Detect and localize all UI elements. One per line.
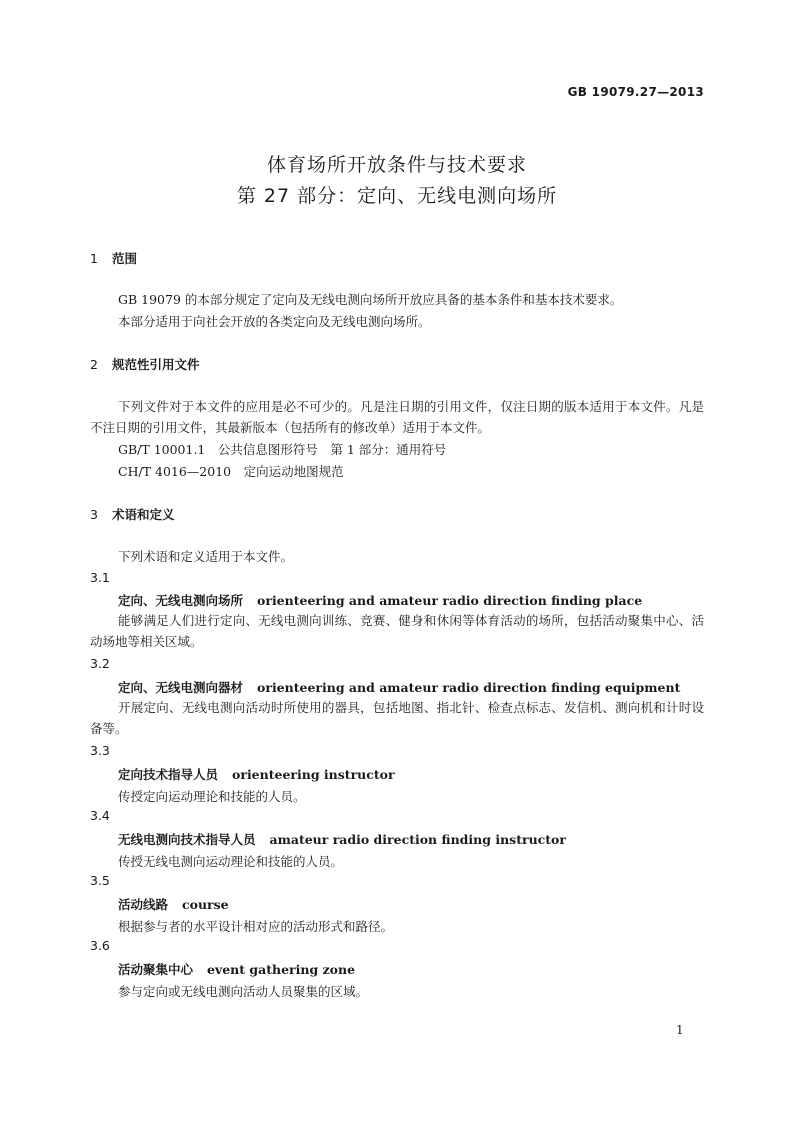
term-en: event gathering zone	[207, 962, 356, 977]
term-definition: 开展定向、无线电测向活动时所使用的器具，包括地图、指北针、检查点标志、发信机、测向机和计时设备等。	[90, 700, 704, 736]
term-en: orienteering and amateur radio direction finding equipment	[257, 680, 681, 695]
term-en: orienteering and amateur radio direction finding place	[257, 593, 643, 608]
term-heading	[118, 765, 395, 783]
term-heading	[118, 678, 680, 696]
term-definition: 参与定向或无线电测向活动人员聚集的区域。	[118, 984, 369, 999]
document-title: 体育场所开放条件与技术要求	[266, 154, 527, 176]
paragraph: GB 19079 的本部分规定了定向及无线电测向场所开放应具备的基本条件和基本技术要求。	[118, 292, 623, 307]
document-subtitle: 第 27 部分：定向、无线电测向场所	[236, 185, 558, 207]
term-zh: 定向技术指导人员	[118, 767, 219, 782]
term-zh: 无线电测向技术指导人员	[118, 832, 256, 847]
term-en: amateur radio direction finding instructor	[269, 832, 566, 847]
term-zh: 定向、无线电测向场所	[118, 593, 244, 608]
term-heading	[118, 960, 355, 978]
section-heading-scope	[90, 249, 137, 267]
term-definition: 能够满足人们进行定向、无线电测向训练、竞赛、健身和休闲等体育活动的场所，包括活动聚集中心、活动场地等相关区域。	[90, 613, 704, 649]
term-number: 3.4	[90, 808, 110, 823]
term-definition: 传授无线电测向运动理论和技能的人员。	[118, 854, 344, 869]
term-number: 3.5	[90, 873, 110, 888]
section-number: 1	[90, 251, 98, 266]
term-number: 3.2	[90, 656, 110, 671]
term-heading	[118, 591, 642, 609]
term-number: 3.3	[90, 743, 110, 758]
term-zh: 活动线路	[118, 897, 169, 912]
section-heading-normative-references	[90, 355, 200, 373]
section-title: 范围	[112, 251, 138, 266]
paragraph: 下列术语和定义适用于本文件。	[118, 549, 294, 564]
term-definition: 根据参与者的水平设计相对应的活动形式和路径。	[118, 919, 394, 934]
term-zh: 活动聚集中心	[118, 962, 194, 977]
paragraph: 本部分适用于向社会开放的各类定向及无线电测向场所。	[118, 314, 431, 329]
reference-item: GB/T 10001.1 公共信息图形符号 第 1 部分：通用符号	[118, 442, 447, 457]
term-number: 3.1	[90, 570, 110, 585]
section-title: 规范性引用文件	[112, 357, 200, 372]
section-heading-terms	[90, 505, 175, 523]
reference-item: CH/T 4016—2010 定向运动地图规范	[118, 464, 344, 479]
section-number: 3	[90, 507, 98, 522]
term-en: orienteering instructor	[232, 767, 395, 782]
term-zh: 定向、无线电测向器材	[118, 680, 244, 695]
standard-code: GB 19079.27—2013	[567, 85, 704, 99]
page-number: 1	[676, 1023, 684, 1037]
section-number: 2	[90, 357, 98, 372]
term-heading	[118, 895, 229, 913]
paragraph: 下列文件对于本文件的应用是必不可少的。凡是注日期的引用文件，仅注日期的版本适用于本文件。凡是不注日期的引用文件，其最新版本（包括所有的修改单）适用于本文件。	[90, 399, 704, 435]
term-en: course	[182, 897, 229, 912]
section-title: 术语和定义	[112, 507, 175, 522]
term-definition: 传授定向运动理论和技能的人员。	[118, 789, 306, 804]
term-heading	[118, 830, 566, 848]
term-number: 3.6	[90, 938, 110, 953]
